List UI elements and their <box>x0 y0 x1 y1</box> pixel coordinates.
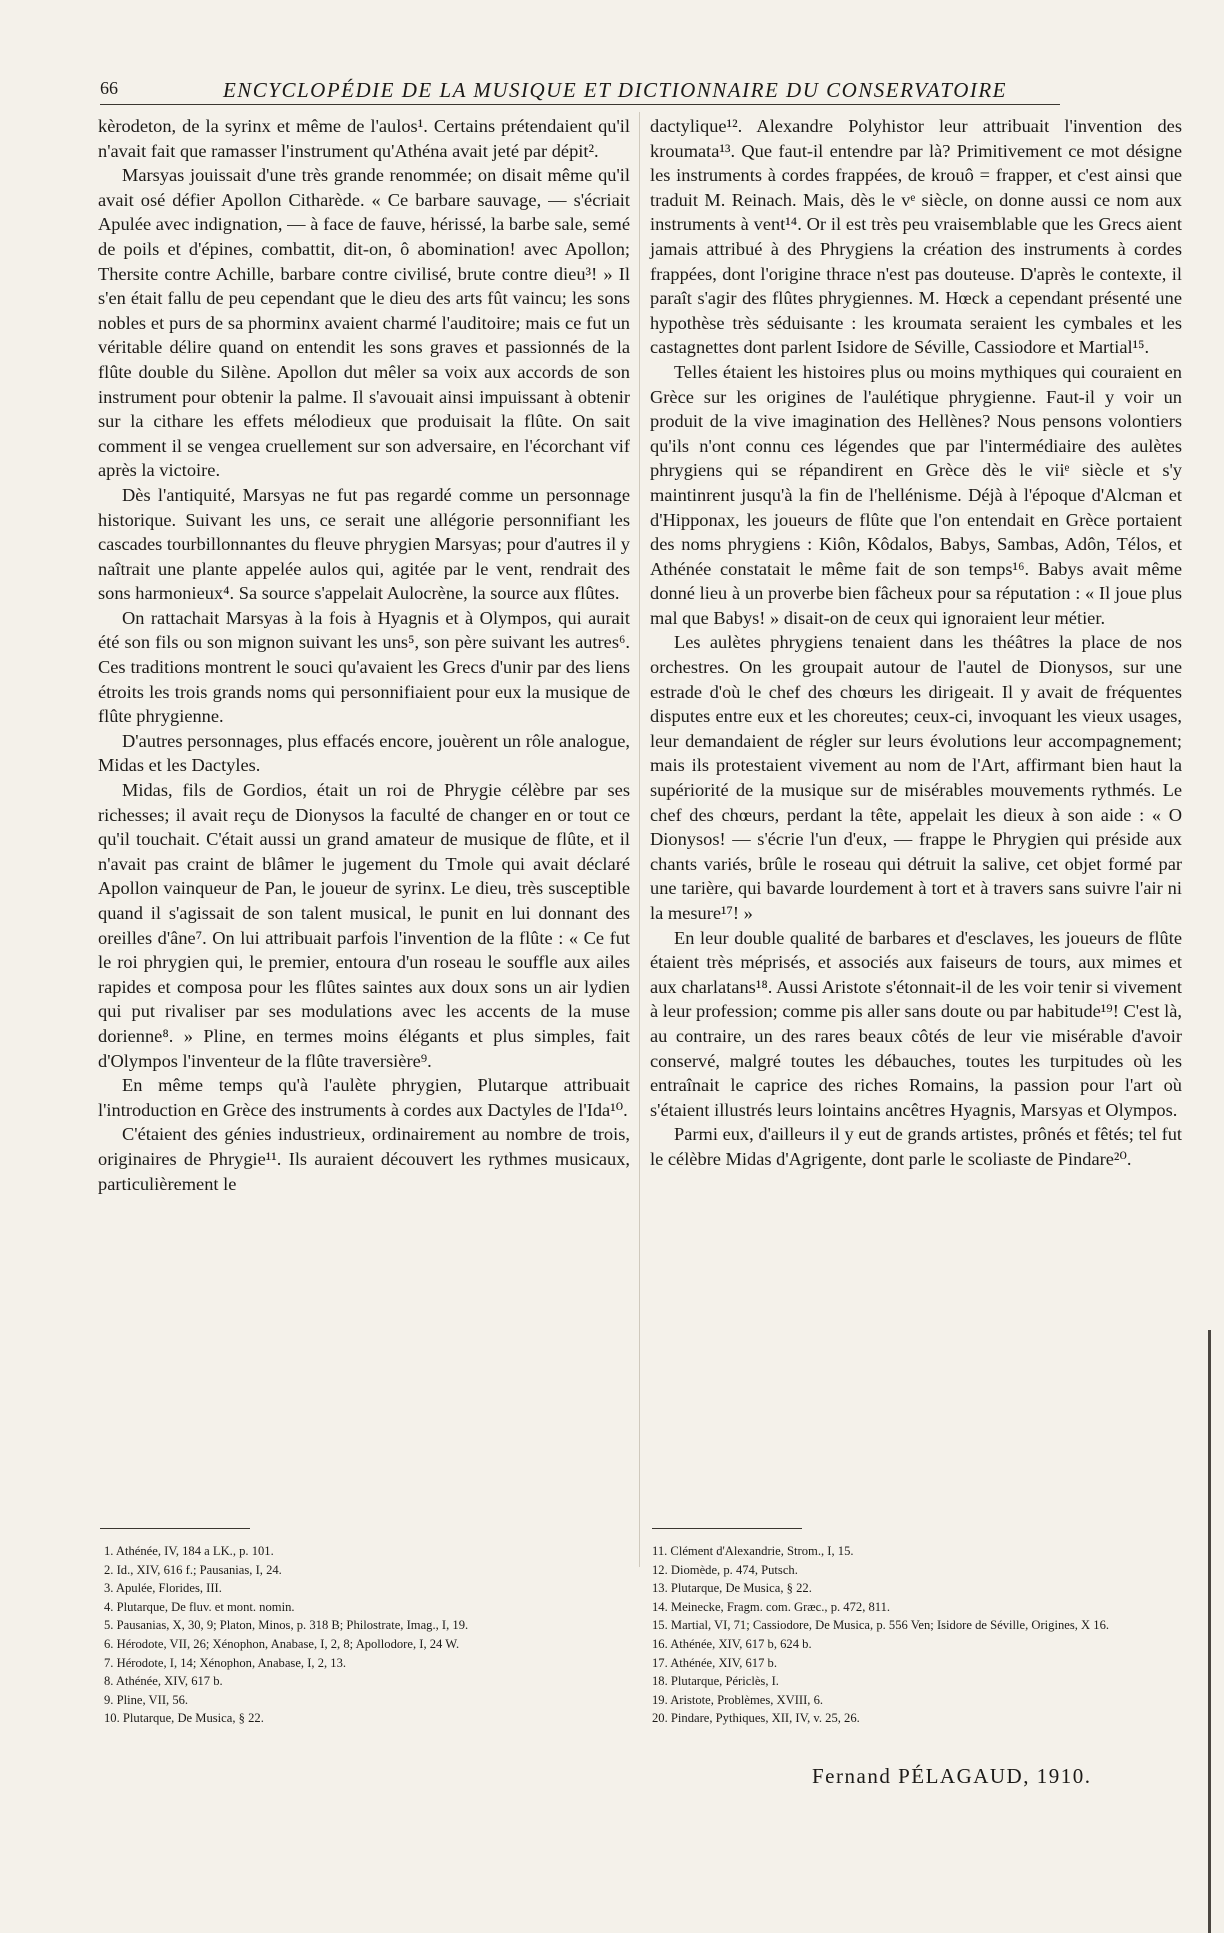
paragraph: Les aulètes phrygiens tenaient dans les théâtres la place de nos orchestres. On les groupait autour de l'autel de Dionysos, sur une estrade d'où le chef des chœurs les dirigeait. Il y avait de fréquentes disputes entre eux et les choreutes; ceux-ci, invoquant les vieux usages, leur demandaient de régler sur leurs évolutions leur accompagnement; mais ils protestaient vivement au nom de l'Art, affirmant bien haut la supériorité de la musique sur de misérables mouvements rythmés. Le chef des chœurs, perdant la tête, appelait les dieux à son aide : « O Dionysos! — s'écrie l'un d'eux, — frappe le Phrygien qui préside aux chants variés, brûle le roseau qui détruit la salive, cet objet formé par une tarière, qui bavarde lourdement à tort et à travers sans suivre l'air ni la mesure¹⁷! » <box>650 632 1182 923</box>
paragraph: C'étaient des génies industrieux, ordinairement au nombre de trois, originaires de Phrygie¹¹. Ils auraient découvert les rythmes musicaux, particulièrement le <box>98 1124 630 1194</box>
footnote: 2. Id., XIV, 616 f.; Pausanias, I, 24. <box>104 1562 282 1577</box>
paragraph: En leur double qualité de barbares et d'esclaves, les joueurs de flûte étaient très méprisés, et associés aux faiseurs de tours, aux mimes et aux charlatans¹⁸. Aussi Aristote s'étonnait-il de les voir tenir si vivement à leur profession; comme pis aller sans doute ou par habitude¹⁹! C'est là, au contraire, un des rares beaux côtés de leur vie misérable d'avoir conservé, malgré toutes les débauches, toutes les turpitudes où les entraînait le caprice des riches Romains, la passion pour l'art où s'étaient illustrés leurs lointains ancêtres Hyagnis, Marsyas et Olympos. <box>650 927 1182 1120</box>
footnotes-right <box>652 1542 1172 1728</box>
footnotes-rule <box>652 1528 802 1529</box>
footnote: 3. Apulée, Florides, III. <box>104 1581 222 1596</box>
footnote: 12. Diomède, p. 474, Putsch. <box>652 1562 798 1577</box>
footnote: 8. Athénée, XIV, 617 b. <box>104 1674 223 1689</box>
footnote: 10. Plutarque, De Musica, § 22. <box>104 1711 264 1726</box>
paragraph: Telles étaient les histoires plus ou moins mythiques qui couraient en Grèce sur les origines de l'aulétique phrygienne. Faut-il y voir un produit de la vive imagination des Hellènes? Nous pensons volontiers qu'ils n'ont connu ces légendes que par l'intermédiaire des aulètes phrygiens qui se répandirent en Grèce dès le viiᵉ siècle et s'y maintinrent jusqu'à la fin de l'hellénisme. Déjà à l'époque d'Alcman et d'Hipponax, les joueurs de flûte que l'on entendait en Grèce portaient des noms phrygiens : Kiôn, Kôdalos, Babys, Sambas, Adôn, Télos, et Athénée constatait le même fait de son temps¹⁶. Babys avait même donné lieu à un proverbe bien fâcheux pour sa réputation : « Il joue plus mal que Babys! » disait-on de ceux qui ignoraient leur métier. <box>650 361 1182 628</box>
footnote: 16. Athénée, XIV, 617 b, 624 b. <box>652 1636 812 1651</box>
page-edge-rule <box>1208 1330 1211 1933</box>
left-column <box>98 114 630 1196</box>
paragraph: Parmi eux, d'ailleurs il y eut de grands artistes, prônés et fêtés; tel fut le célèbre Midas d'Agrigente, dont parle le scoliaste de Pindare²⁰. <box>650 1124 1182 1169</box>
footnote: 14. Meinecke, Fragm. com. Græc., p. 472, 811. <box>652 1599 891 1614</box>
column-divider <box>639 112 640 1567</box>
footnote: 18. Plutarque, Périclès, I. <box>652 1674 779 1689</box>
page-number: 66 <box>100 78 118 98</box>
footnote: 20. Pindare, Pythiques, XII, IV, v. 25, 26. <box>652 1711 860 1726</box>
paragraph: Midas, fils de Gordios, était un roi de Phrygie célèbre par ses richesses; il avait reçu de Dionysos la faculté de changer en or tout ce qu'il touchait. C'était aussi un grand amateur de musique de flûte, et il n'avait pas craint de blâmer le jugement du Tmole qui avait déclaré Apollon vainqueur de Pan, le joueur de syrinx. Le dieu, très susceptible quand il s'agissait de son talent musical, le punit en lui donnant des oreilles d'âne⁷. On lui attribuait parfois l'invention de la flûte : « Ce fut le roi phrygien qui, le premier, entoura d'un roseau le souffle aux ailes rapides et composa pour les flûtes saintes aux doux sons un air lydien qui put rivaliser par ses modulations avec les accents de la muse dorienne⁸. » Pline, en termes moins élégants et plus simples, fait d'Olympos l'inventeur de la flûte traversière⁹. <box>98 780 630 1071</box>
paragraph: Marsyas jouissait d'une très grande renommée; on disait même qu'il avait osé défier Apollon Citharède. « Ce barbare sauvage, — s'écriait Apulée avec indignation, — à face de fauve, hérissé, la barbe sale, semé de poils et d'épines, combattit, dit-on, ô abomination! avec Apollon; Thersite contre Achille, barbare contre civilisé, brute contre dieu³! » Il s'en était fallu de peu cependant que le dieu des arts fût vaincu; les sons nobles et purs de sa phorminx avaient charmé l'auditoire; mais ce fut un véritable délire quand on entendit les sons graves et passionnés de la flûte double du Silène. Apollon dut mêler sa voix aux accords de son instrument pour obtenir la palme. Il s'avouait ainsi impuissant à obtenir sur la cithare les effets mélodieux que produisait la flûte. On sait comment il se vengea cruellement sur son adversaire, en l'écorchant vif après la victoire. <box>98 165 630 481</box>
footnote: 1. Athénée, IV, 184 a LK., p. 101. <box>104 1544 274 1558</box>
paragraph: Dès l'antiquité, Marsyas ne fut pas regardé comme un personnage historique. Suivant les uns, ce serait une allégorie personnifiant les cascades tourbillonnantes du fleuve phrygien Marsyas; pour d'autres il y naîtrait une plante appelée aulos qui, agitée par le vent, rendrait des sons harmonieux⁴. Sa source s'appelait Aulocrène, la source aux flûtes. <box>98 484 630 604</box>
footnote: 5. Pausanias, X, 30, 9; Platon, Minos, p. 318 B; Philostrate, Imag., I, 19. <box>104 1618 469 1633</box>
footnote: 7. Hérodote, I, 14; Xénophon, Anabase, I, 2, 13. <box>104 1655 347 1670</box>
page-header <box>100 74 1060 105</box>
footnote: 17. Athénée, XIV, 617 b. <box>652 1655 777 1670</box>
footnote: 13. Plutarque, De Musica, § 22. <box>652 1581 812 1596</box>
paragraph: On rattachait Marsyas à la fois à Hyagnis et à Olympos, qui aurait été son fils ou son mignon suivant les uns⁵, son père suivant les autres⁶. Ces traditions montrent le souci qu'avaient les Grecs d'unir par des liens étroits les trois grands noms qui personnifiaient pour eux la musique de flûte phrygienne. <box>98 607 630 727</box>
footnote: 19. Aristote, Problèmes, XVIII, 6. <box>652 1692 824 1707</box>
paragraph: En même temps qu'à l'aulète phrygien, Plutarque attribuait l'introduction en Grèce des instruments à cordes aux Dactyles de l'Ida¹⁰. <box>98 1075 630 1120</box>
footnote: 9. Pline, VII, 56. <box>104 1692 189 1707</box>
running-title: ENCYCLOPÉDIE DE LA MUSIQUE ET DICTIONNAIRE DU CONSERVATOIRE <box>222 78 1008 102</box>
footnotes-left <box>104 1542 624 1728</box>
footnotes-rule <box>100 1528 250 1529</box>
paragraph: dactylique¹². Alexandre Polyhistor leur attribuait l'invention des kroumata¹³. Que faut-il entendre par là? Primitivement ce mot désigne les instruments à cordes frappées, de krouô = frapper, et c'est ainsi que traduit M. Reinach. Mais, dès le vᵉ siècle, on donne aussi ce nom aux instruments à vent¹⁴. Or il est très peu vraisemblable que les Grecs aient jamais attribué à des Phrygiens la création des instruments à cordes frappées, dont l'origine thrace n'est pas douteuse. D'après le contexte, il paraît s'agir des flûtes phrygiennes. M. Hœck a cependant présenté une hypothèse très séduisante : les kroumata seraient les cymbales et les castagnettes dont parlent Isidore de Séville, Cassiodore et Martial¹⁵. <box>650 116 1182 358</box>
footnote: 6. Hérodote, VII, 26; Xénophon, Anabase, I, 2, 8; Apollodore, I, 24 W. <box>104 1636 460 1651</box>
footnote: 15. Martial, VI, 71; Cassiodore, De Musica, p. 556 Ven; Isidore de Séville, Origines, X 16. <box>652 1618 1110 1633</box>
paragraph: D'autres personnages, plus effacés encore, jouèrent un rôle analogue, Midas et les Dactyles. <box>98 730 630 776</box>
footnote: 4. Plutarque, De fluv. et mont. nomin. <box>104 1599 295 1614</box>
paragraph: kèrodeton, de la syrinx et même de l'aulos¹. Certains prétendaient qu'il n'avait fait que ramasser l'instrument qu'Athéna avait jeté par dépit². <box>98 116 630 161</box>
right-column <box>650 114 1182 1172</box>
footnote: 11. Clément d'Alexandrie, Strom., I, 15. <box>652 1544 854 1558</box>
author-signature: Fernand PÉLAGAUD, 1910. <box>812 1764 1092 1788</box>
